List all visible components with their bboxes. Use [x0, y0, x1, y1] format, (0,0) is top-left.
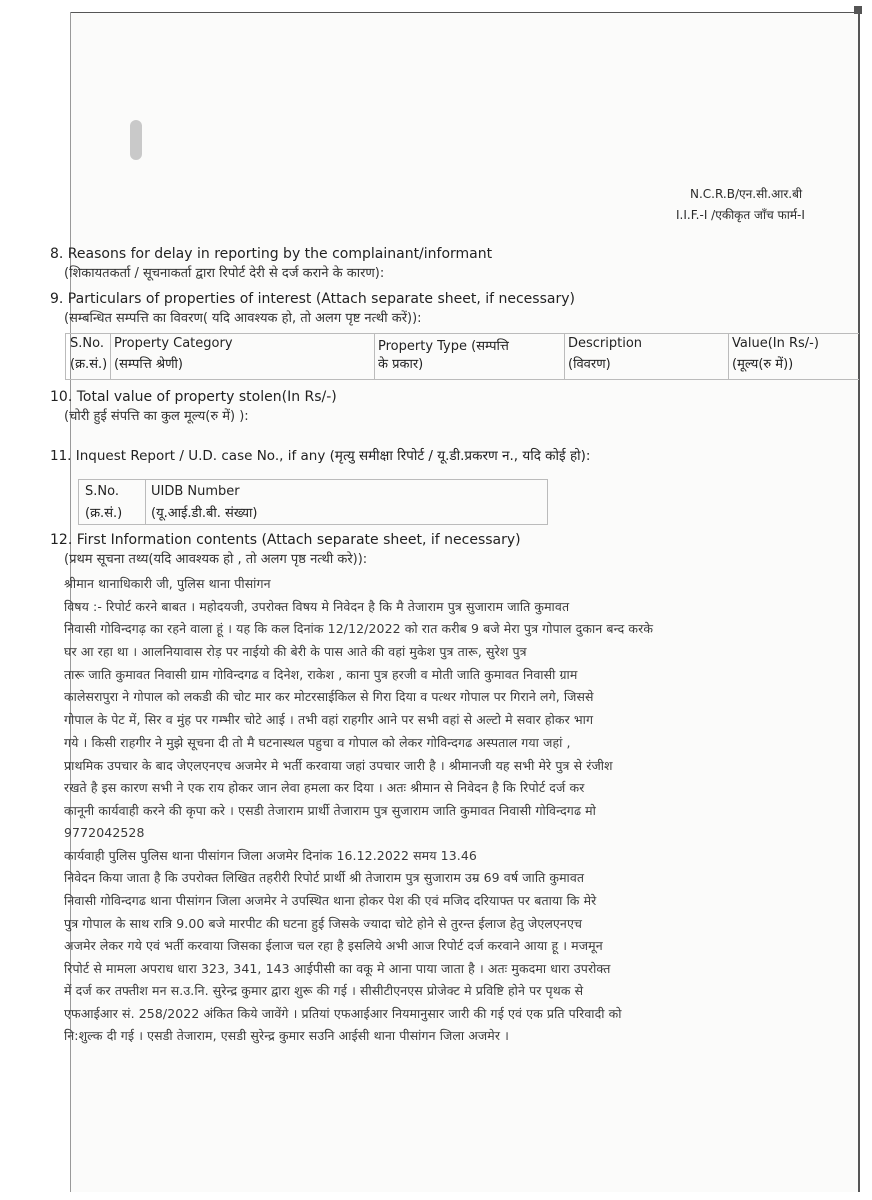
section8-title-hi: (शिकायतकर्ता / सूचनाकर्ता द्वारा रिपोर्ट देरी से दर्ज कराने के कारण): [64, 266, 385, 281]
properties-col-type [374, 334, 565, 379]
section9-title-en: 9. Particulars of properties of interest (Attach separate sheet, if necessary) [50, 291, 575, 307]
col-header-hi: के प्रकार) [378, 357, 424, 372]
header-ncrb: N.C.R.B/एन.सी.आर.बी [690, 187, 803, 201]
uidb-col-sno [79, 480, 146, 524]
fir-line: रखते है इस कारण सभी ने एक राय होकर जान लेवा हमला कर दिया । अतः श्रीमान से निवेदन है कि रिपोर्ट दर्ज कर [64, 780, 585, 795]
page-top-edge [70, 12, 860, 13]
fir-line: गये । किसी राहगीर ने मुझे सूचना दी तो मै घटनास्थल पहुचा व गोपाल को लेकर गोविन्दगढ अस्पताल गया जहां , [64, 735, 571, 750]
section9-title-hi: (सम्बन्धित सम्पत्ति का विवरण( यदि आवश्यक हो, तो अलग पृष्ट नत्थी करें)): [64, 311, 422, 326]
fir-line: 9772042528 [64, 825, 145, 840]
properties-col-description [564, 334, 729, 379]
fir-line: निवासी गोविन्दगढ थाना पीसांगन जिला अजमेर ने उपस्थित थाना होकर पेश की एवं मजिद दरियाफ्त पर बताया कि मेरे [64, 893, 597, 908]
col-header-hi: (क्र.सं.) [70, 357, 108, 372]
col-header-hi: (यू.आई.डी.बी. संख्या) [151, 506, 258, 521]
fir-line: अजमेर लेकर गये एवं भर्ती करवाया जिसका ईलाज चल रहा है इसलिये अभी आज रिपोर्ट दर्ज करवाने आया हू । मजमून [64, 938, 603, 953]
fir-line: गोपाल के पेट में, सिर व मुंह पर गम्भीर चोटे आई । तभी वहां राहगीर आने पर सभी वहां से अल्टो मे सवार होकर भाग [64, 712, 594, 727]
section10-title-en: 10. Total value of property stolen(In Rs/-) [50, 389, 337, 405]
scan-corner-mark [854, 6, 862, 14]
fir-line: प्राथमिक उपचार के बाद जेएलएनएच अजमेर मे भर्ती करवाया जहां उपचार जारी है । श्रीमानजी यह सभी मेरे पुत्र से रंजीश [64, 758, 613, 773]
fir-line: रिपोर्ट से मामला अपराध धारा 323, 341, 143 आईपीसी का वकू मे आना पाया जाता है । अतः मुकदमा धारा उपरोक्त [64, 961, 611, 976]
fir-line: तारू जाति कुमावत निवासी ग्राम गोविन्दगढ व दिनेश, राकेश , काना पुत्र हरजी व मोती जाति कुमावत निवासी ग्राम [64, 667, 578, 682]
col-header-hi: (सम्पत्ति श्रेणी) [114, 357, 183, 372]
fir-line: कानूनी कार्यवाही करने की कृपा करे । एसडी तेजाराम प्रार्थी तेजाराम पुत्र सुजाराम जाति कुमावत निवासी गोविन्दगढ मो [64, 803, 596, 818]
section11-title: 11. Inquest Report / U.D. case No., if any (मृत्यु समीक्षा रिपोर्ट / यू.डी.प्रकरण न., यदि कोई हो): [50, 448, 591, 464]
page-right-edge [858, 12, 860, 1192]
fir-line: निवेदन किया जाता है कि उपरोक्त लिखित तहरीरी रिपोर्ट प्रार्थी श्री तेजाराम पुत्र सुजाराम उम्र 69 वर्ष जाति कुमावत [64, 870, 585, 885]
col-header-en: S.No. [70, 336, 104, 351]
fir-line: कार्यवाही पुलिस पुलिस थाना पीसांगन जिला अजमेर दिनांक 16.12.2022 समय 13.46 [64, 848, 477, 863]
col-header-hi: (विवरण) [568, 357, 611, 372]
fir-line: निवासी गोविन्दगढ़ का रहने वाला हूं । यह कि कल दिनांक 12/12/2022 को रात करीब 9 बजे मेरा पुत्र गोपाल दुकान बन्द करके [64, 621, 654, 636]
fir-line: विषय :- रिपोर्ट करने बाबत । महोदयजी, उपरोक्त विषय मे निवेदन है कि मै तेजाराम पुत्र सुजाराम जाति कुमावत [64, 599, 570, 614]
fir-line: में दर्ज कर तफ्तीश मन स.उ.नि. सुरेन्द्र कुमार द्वारा शुरू की गई । सीसीटीएनएस प्रोजेक्ट मे प्रविष्टि होने पर पृथक से [64, 983, 584, 998]
header-iif: I.I.F.-I /एकीकृत जाँच फार्म-I [676, 208, 805, 222]
col-header-en: Property Category [114, 336, 233, 351]
col-header-en: Description [568, 336, 643, 351]
fir-line: पुत्र गोपाल के साथ रात्रि 9.00 बजे मारपीट की घटना हुई जिसके ज्यादा चोटे होने से तुरन्त ईलाज हेतु जेएलएनएच [64, 916, 583, 931]
col-header-hi: (मूल्य(रु में)) [732, 357, 794, 372]
col-header-en: UIDB Number [151, 484, 240, 499]
col-header-en: S.No. [85, 484, 119, 499]
fir-line: नि:शुल्क दी गई । एसडी तेजाराम, एसडी सुरेन्द्र कुमार सउनि आईसी थाना पीसांगन जिला अजमेर । [64, 1028, 509, 1043]
fir-line: श्रीमान थानाधिकारी जी, पुलिस थाना पीसांगन [64, 576, 271, 591]
properties-col-sno [66, 334, 111, 379]
col-header-en: Property Type (सम्पत्ति [378, 339, 509, 354]
fir-line: कालेसरापुरा ने गोपाल को लकडी की चोट मार कर मोटरसाईकिल से गिरा दिया व पत्थर गोपाल पर गिराने लगे, जिससे [64, 689, 594, 704]
fir-line: घर आ रहा था । आलनियावास रोड़ पर नाईयो की बेरी के पास आते की वहां मुकेश पुत्र तारू, सुरेश पुत्र [64, 644, 527, 659]
section12-title-en: 12. First Information contents (Attach separate sheet, if necessary) [50, 532, 521, 548]
properties-col-value [728, 334, 858, 379]
section8-title-en: 8. Reasons for delay in reporting by the complainant/informant [50, 246, 493, 262]
section12-title-hi: (प्रथम सूचना तथ्य(यदि आवश्यक हो , तो अलग पृष्ठ नत्थी करे)): [64, 552, 368, 567]
uidb-col-number [145, 480, 545, 524]
properties-table [65, 333, 859, 380]
properties-col-category [110, 334, 375, 379]
scan-smudge [130, 120, 142, 160]
fir-line: एफआईआर सं. 258/2022 अंकित किये जावेंगे । प्रतियां एफआईआर नियमानुसार जारी की गई एवं एक प्रति परिवादी को [64, 1006, 622, 1021]
col-header-en: Value(In Rs/-) [732, 336, 819, 351]
col-header-hi: (क्र.सं.) [85, 506, 123, 521]
section10-title-hi: (चोरी हुई संपत्ति का कुल मूल्य(रु में) ): [64, 409, 249, 424]
uidb-table [78, 479, 548, 525]
